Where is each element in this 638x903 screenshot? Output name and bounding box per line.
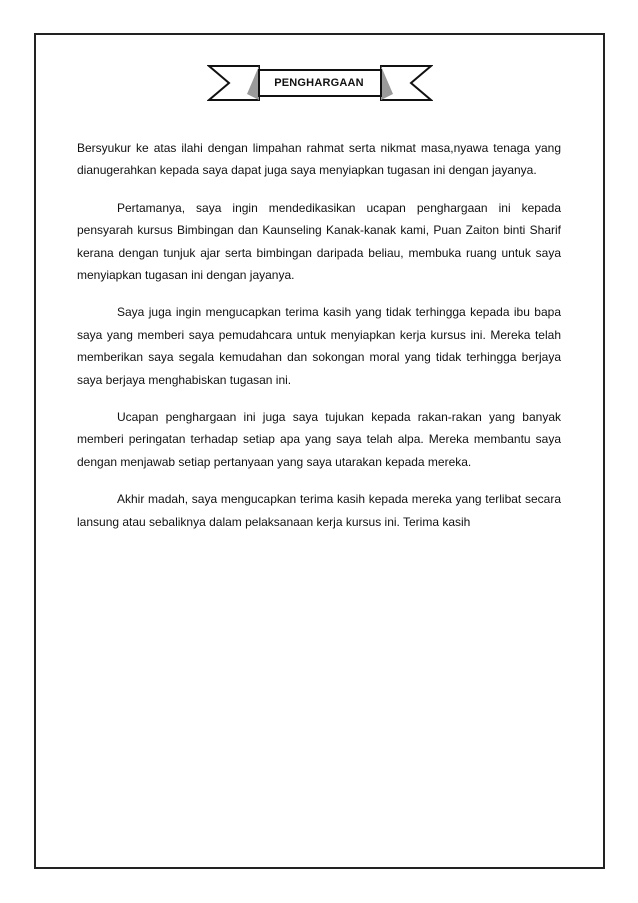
paragraph-intro: Bersyukur ke atas ilahi dengan limpahan rahmat serta nikmat masa,nyawa tenaga yang dianugerahkan kepada saya dapat juga saya menyiapkan tugasan ini dengan jayanya.	[77, 141, 561, 178]
page-title: PENGHARGAAN	[274, 77, 364, 89]
paragraph-friends: Ucapan penghargaan ini juga saya tujukan kepada rakan-rakan yang banyak memberi peringatan terhadap setiap apa yang saya telah alpa. Mereka membantu saya dengan menjawab setiap pertanyaan yang saya utarakan kepada mereka.	[77, 410, 561, 469]
paragraph-parents: Saya juga ingin mengucapkan terima kasih yang tidak terhingga kepada ibu bapa saya yang memberi saya pemudahcara untuk menyiapkan kerja kursus ini. Mereka telah memberikan saya segala kemudahan dan sokongan moral yang tidak terhingga berjaya saya berjaya menghabiskan tugasan ini.	[77, 305, 561, 387]
title-banner	[207, 58, 433, 108]
body-text	[77, 137, 561, 548]
paragraph-closing: Akhir madah, saya mengucapkan terima kasih kepada mereka yang terlibat secara lansung atau sebaliknya dalam pelaksanaan kerja kursus ini. Terima kasih	[77, 492, 561, 529]
paragraph-lecturer: Pertamanya, saya ingin mendedikasikan ucapan penghargaan ini kepada pensyarah kursus Bimbingan dan Kaunseling Kanak-kanak kami, Puan Zaiton binti Sharif kerana dengan tunjuk ajar serta bimbingan daripada beliau, membuka ruang untuk saya menyiapkan tugasan ini dengan jayanya.	[77, 200, 561, 283]
